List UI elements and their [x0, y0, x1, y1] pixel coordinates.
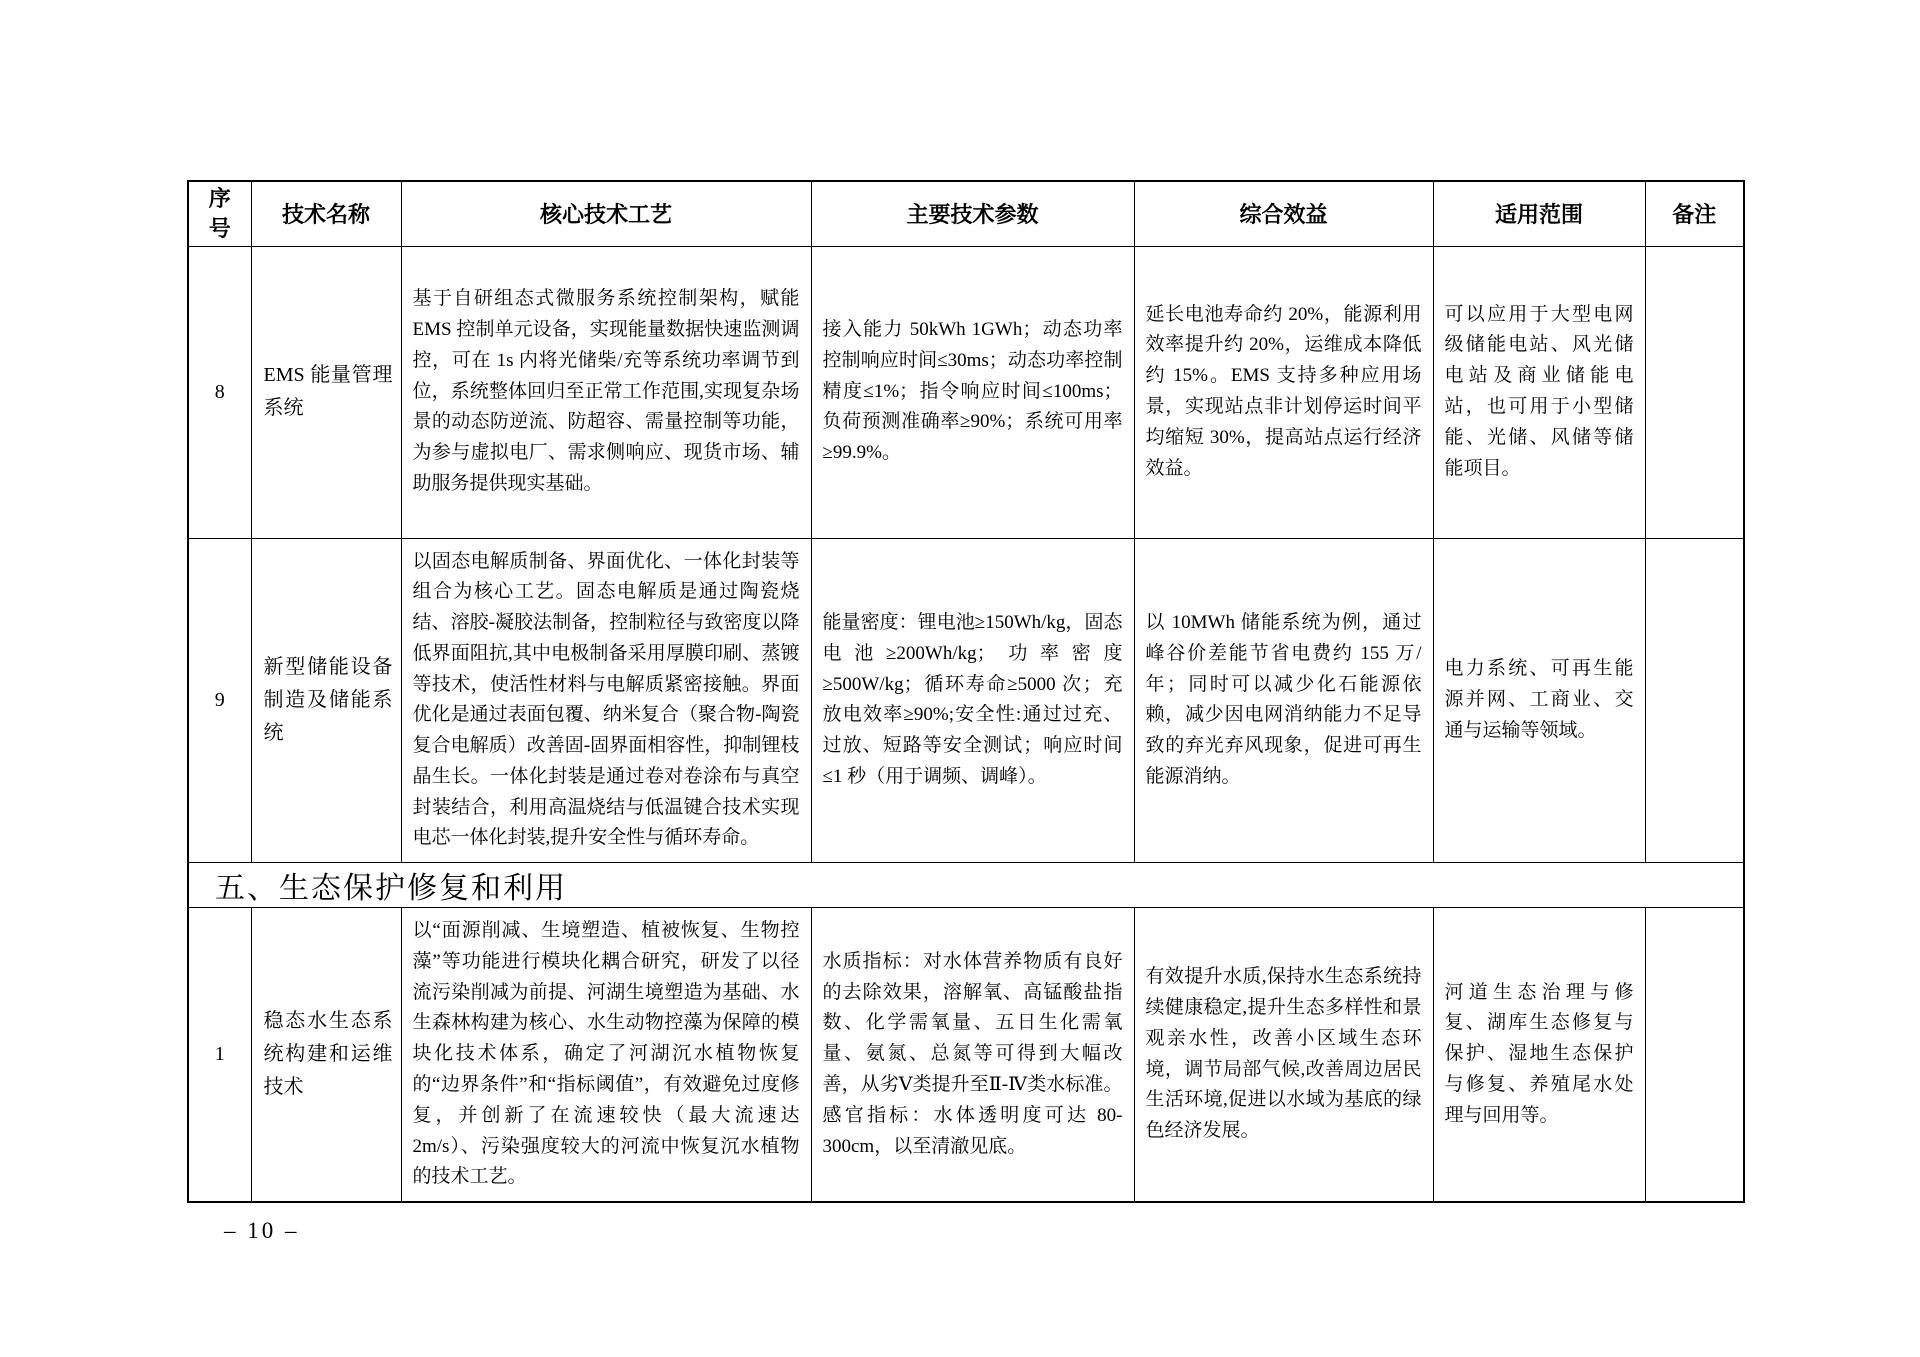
row1-main-params: 水质指标：对水体营养物质有良好的去除效果，溶解氧、高锰酸盐指数、化学需氧量、五日生化需氧量、氨氮、总氮等可得到大幅改善，从劣Ⅴ类提升至Ⅱ-Ⅳ类水标准。感官指标：水体透明度可达 80-300cm，以至清澈见底。 [811, 908, 1134, 1202]
technology-table [187, 180, 1745, 1203]
column-header-benefits: 综合效益 [1134, 181, 1433, 246]
page-number: – 10 – [224, 1218, 300, 1243]
column-header-scope: 适用范围 [1433, 181, 1645, 246]
column-header-core-process: 核心技术工艺 [401, 181, 811, 246]
row1-benefits: 有效提升水质,保持水生态系统持续健康稳定,提升生态多样性和景观亲水性，改善小区域生态环境，调节局部气候,改善周边居民生活环境,促进以水域为基底的绿色经济发展。 [1134, 908, 1433, 1202]
row9-main-params: 能量密度：锂电池≥150Wh/kg，固态电池≥200Wh/kg；功率密度≥500W/kg；循环寿命≥5000 次；充放电效率≥90%;安全性:通过过充、过放、短路等安全测试；响应时间≤1 秒（用于调频、调峰）。 [811, 538, 1134, 863]
table-row-8 [188, 246, 1744, 538]
row8-index: 8 [188, 246, 251, 538]
column-header-index-label: 序号 [208, 186, 231, 241]
row9-remarks [1645, 538, 1744, 863]
column-header-main-params: 主要技术参数 [811, 181, 1134, 246]
row8-remarks [1645, 246, 1744, 538]
row8-scope: 可以应用于大型电网级储能电站、风光储电站及商业储能电站，也可用于小型储能、光储、风储等储能项目。 [1433, 246, 1645, 538]
row9-core-process: 以固态电解质制备、界面优化、一体化封装等组合为核心工艺。固态电解质是通过陶瓷烧结、溶胶-凝胶法制备，控制粒径与致密度以降低界面阻抗,其中电极制备采用厚膜印刷、蒸镀等技术，使活性材料与电解质紧密接触。界面优化是通过表面包覆、纳米复合（聚合物-陶瓷复合电解质）改善固-固界面相容性，抑制锂枝晶生长。一体化封装是通过卷对卷涂布与真空封装结合，利用高温烧结与低温键合技术实现电芯一体化封装,提升安全性与循环寿命。 [401, 538, 811, 863]
row9-index: 9 [188, 538, 251, 863]
row1-tech-name: 稳态水生态系统构建和运维技术 [251, 908, 401, 1202]
section-title: 五、生态保护修复和利用 [188, 863, 1744, 908]
column-header-index [188, 181, 251, 246]
row9-scope: 电力系统、可再生能源并网、工商业、交通与运输等领域。 [1433, 538, 1645, 863]
table-row-1 [188, 908, 1744, 1202]
row8-core-process: 基于自研组态式微服务系统控制架构，赋能 EMS 控制单元设备，实现能量数据快速监测调控，可在 1s 内将光储柴/充等系统功率调节到位，系统整体回归至正常工作范围,实现复杂场景的动态防逆流、防超容、需量控制等功能，为参与虚拟电厂、需求侧响应、现货市场、辅助服务提供现实基础。 [401, 246, 811, 538]
row1-index: 1 [188, 908, 251, 1202]
row9-tech-name: 新型储能设备制造及储能系统 [251, 538, 401, 863]
column-header-remarks: 备注 [1645, 181, 1744, 246]
row9-benefits: 以 10MWh 储能系统为例，通过峰谷价差能节省电费约 155 万/年；同时可以减少化石能源依赖，减少因电网消纳能力不足导致的弃光弃风现象，促进可再生能源消纳。 [1134, 538, 1433, 863]
row8-tech-name: EMS 能量管理系统 [251, 246, 401, 538]
row1-remarks [1645, 908, 1744, 1202]
row8-benefits: 延长电池寿命约 20%，能源利用效率提升约 20%，运维成本降低约 15%。EMS 支持多种应用场景，实现站点非计划停运时间平均缩短 30%，提高站点运行经济效益。 [1134, 246, 1433, 538]
section-header-row [188, 863, 1744, 908]
row8-main-params: 接入能力 50kWh 1GWh；动态功率控制响应时间≤30ms；动态功率控制精度≤1%；指令响应时间≤100ms；负荷预测准确率≥90%；系统可用率≥99.9%。 [811, 246, 1134, 538]
row1-core-process: 以“面源削减、生境塑造、植被恢复、生物控藻”等功能进行模块化耦合研究，研发了以径流污染削减为前提、河湖生境塑造为基础、水生森林构建为核心、水生动物控藻为保障的模块化技术体系，确定了河湖沉水植物恢复的“边界条件”和“指标阈值”，有效避免过度修复，并创新了在流速较快（最大流速达 2m/s）、污染强度较大的河流中恢复沉水植物的技术工艺。 [401, 908, 811, 1202]
column-header-tech-name: 技术名称 [251, 181, 401, 246]
table-row-9 [188, 538, 1744, 863]
row1-scope: 河道生态治理与修复、湖库生态修复与保护、湿地生态保护与修复、养殖尾水处理与回用等。 [1433, 908, 1645, 1202]
table-header-row [188, 181, 1744, 246]
